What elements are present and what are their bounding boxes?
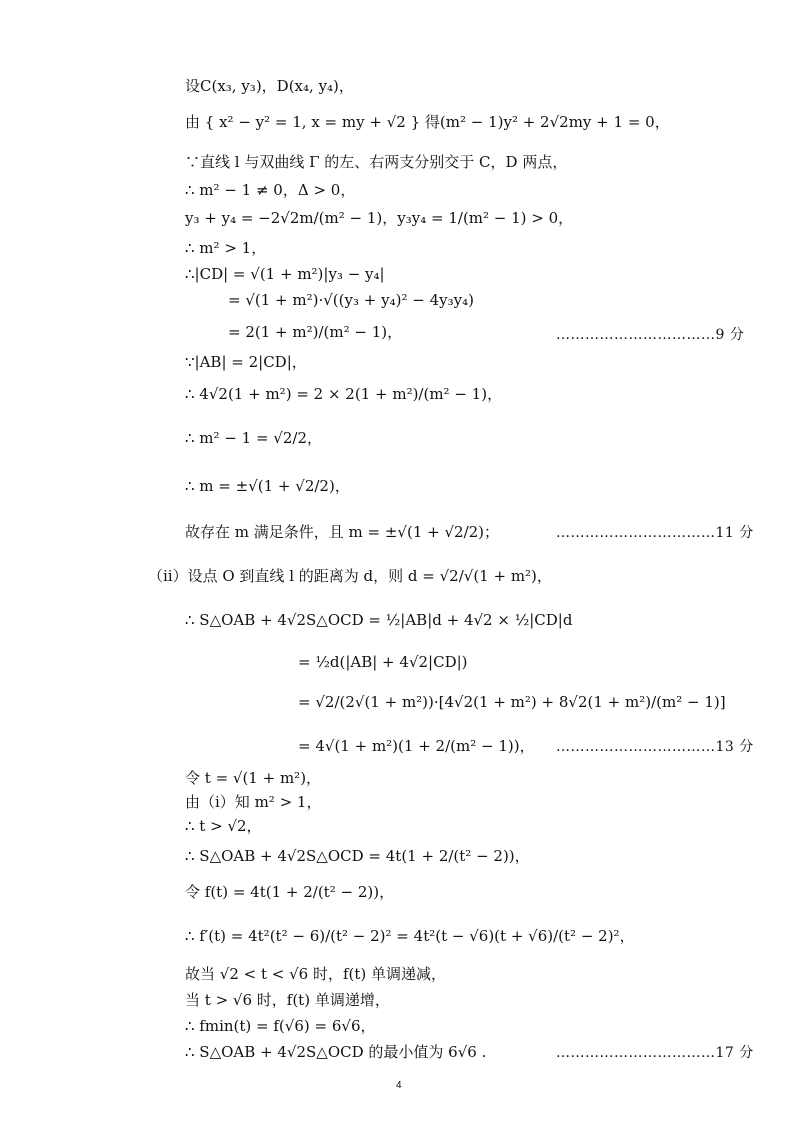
solution-line: ∴ 4√2(1 + m²) = 2 × 2(1 + m²)/(m² − 1)， — [185, 385, 503, 403]
solution-line: 令 t = √(1 + m²)， — [185, 769, 322, 787]
page-number: 4 — [396, 1080, 402, 1091]
solution-line: ∴ fmin(t) = f(√6) = 6√6， — [185, 1017, 376, 1035]
solution-line: = 4√(1 + m²)(1 + 2/(m² − 1))， — [298, 737, 535, 755]
solution-line: ∴ S△OAB + 4√2S△OCD = ½|AB|d + 4√2 × ½|CD|d — [185, 611, 573, 629]
solution-line: 故当 √2 < t < √6 时，f(t) 单调递减， — [185, 965, 447, 983]
solution-line: ∵直线 l 与双曲线 Γ 的左、右两支分别交于 C，D 两点， — [185, 153, 568, 171]
solution-line: = 2(1 + m²)/(m² − 1)， — [228, 323, 403, 341]
solution-line: y₃ + y₄ = −2√2m/(m² − 1)，y₃y₄ = 1/(m² − 1) > 0， — [185, 209, 574, 227]
solution-line: 令 f(t) = 4t(1 + 2/(t² − 2))， — [185, 883, 395, 901]
solution-line: ∴ S△OAB + 4√2S△OCD = 4t(1 + 2/(t² − 2))， — [185, 847, 530, 865]
solution-line: （ⅱ）设点 O 到直线 l 的距离为 d，则 d = √2/√(1 + m²)， — [148, 567, 552, 585]
solution-line: ∴ f′(t) = 4t²(t² − 6)/(t² − 2)² = 4t²(t − √6)(t + √6)/(t² − 2)²， — [185, 927, 635, 945]
solution-line: 设C(x₃, y₃)，D(x₄, y₄)， — [185, 77, 354, 95]
solution-line: ∴ t > √2， — [185, 817, 262, 835]
solution-line: ∴|CD| = √(1 + m²)|y₃ − y₄| — [185, 265, 385, 283]
solution-line: 当 t > √6 时，f(t) 单调递增， — [185, 991, 390, 1009]
solution-line: 由 { x² − y² = 1, x = my + √2 } 得(m² − 1)y² + 2√2my + 1 = 0， — [185, 113, 670, 131]
solution-line: ∵|AB| = 2|CD|， — [185, 353, 307, 371]
solution-line: 故存在 m 满足条件，且 m = ±√(1 + √2/2)； — [185, 523, 500, 541]
score-marker: ……………………………17 分 — [556, 1045, 754, 1061]
solution-line: ∴ S△OAB + 4√2S△OCD 的最小值为 6√6 . — [185, 1043, 487, 1061]
solution-line: ∴ m² − 1 = √2/2， — [185, 429, 322, 447]
score-marker: ……………………………11 分 — [556, 525, 754, 541]
solution-line: = √(1 + m²)·√((y₃ + y₄)² − 4y₃y₄) — [228, 291, 474, 309]
score-marker: ……………………………13 分 — [556, 739, 754, 755]
solution-line: 由（ⅰ）知 m² > 1， — [185, 793, 322, 811]
solution-line: ∴ m² − 1 ≠ 0，Δ > 0， — [185, 181, 356, 199]
solution-line: = √2/(2√(1 + m²))·[4√2(1 + m²) + 8√2(1 + m²)/(m² − 1)] — [298, 693, 726, 711]
solution-line: = ½d(|AB| + 4√2|CD|) — [298, 653, 468, 671]
score-marker: ……………………………9 分 — [556, 327, 745, 343]
solution-line: ∴ m = ±√(1 + √2/2)， — [185, 477, 350, 495]
solution-line: ∴ m² > 1， — [185, 239, 267, 257]
